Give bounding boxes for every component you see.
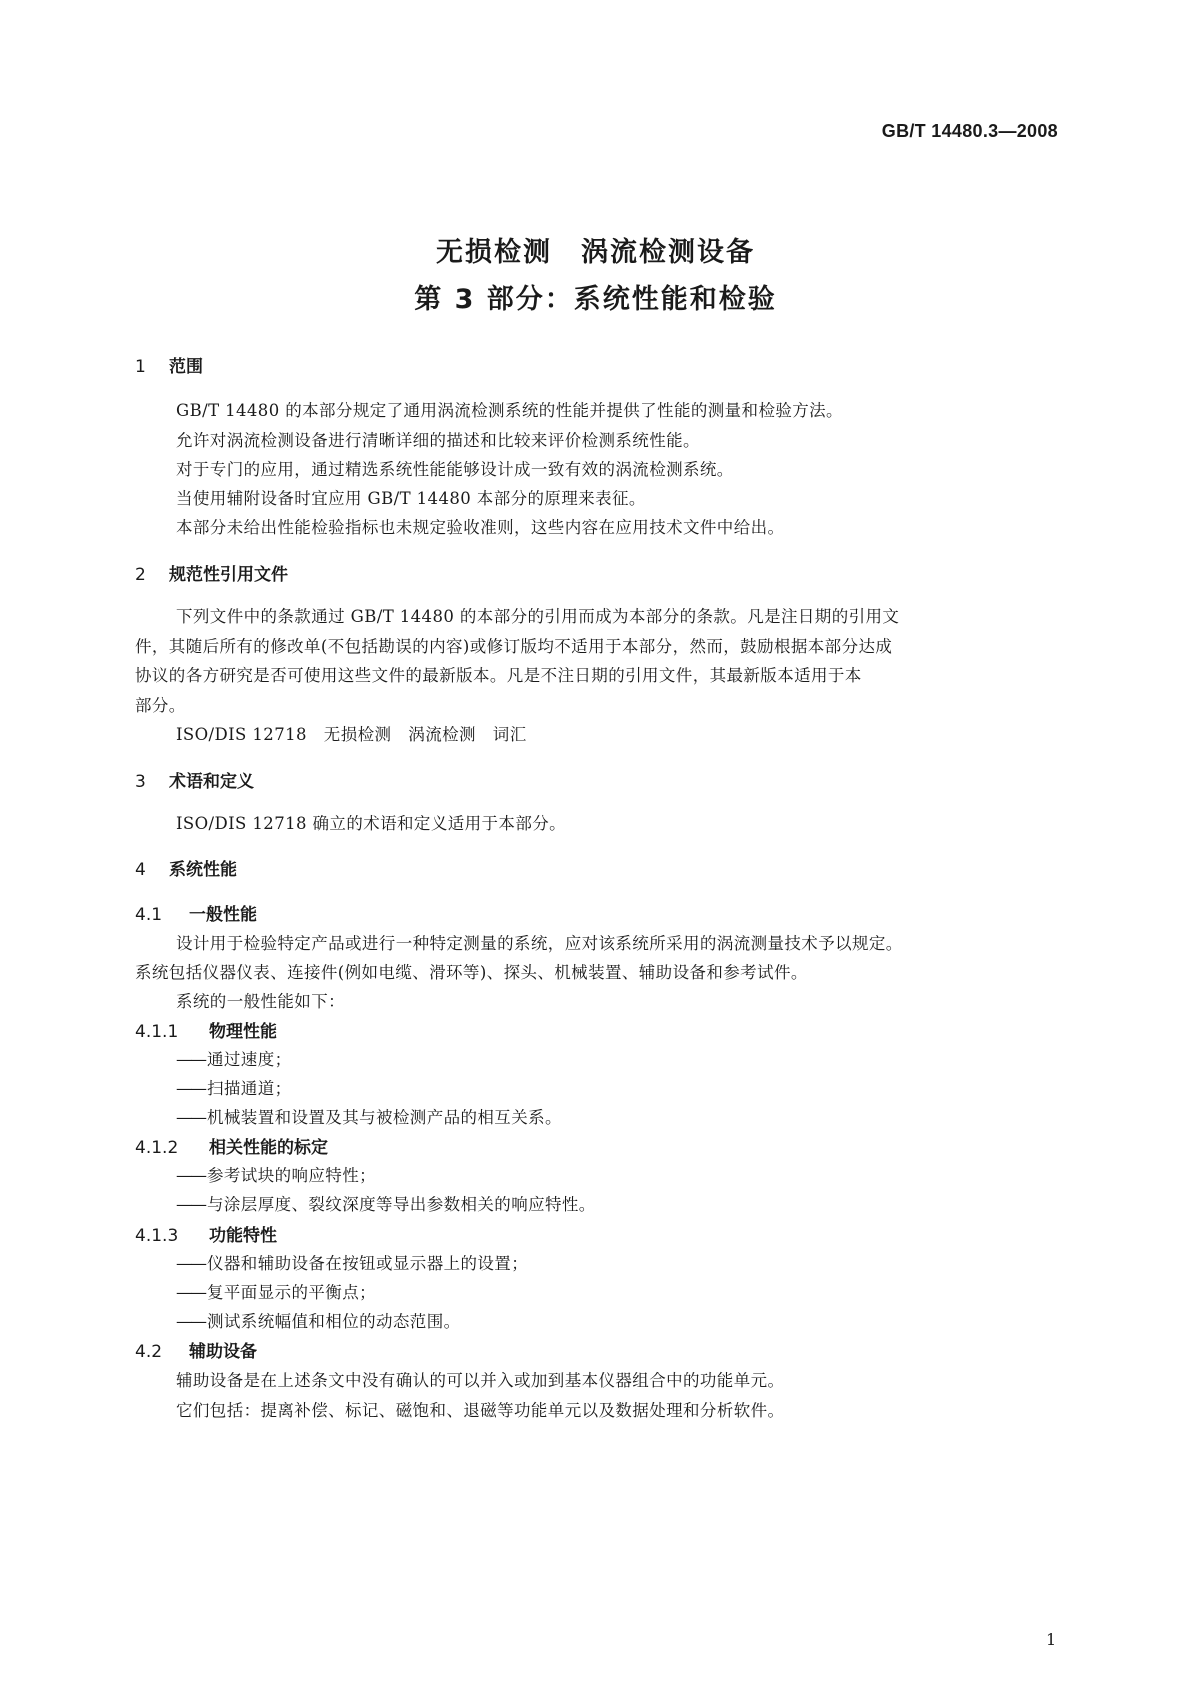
- paragraph: 它们包括：提离补偿、标记、磁饱和、退磁等功能单元以及数据处理和分析软件。: [176, 1401, 785, 1420]
- paragraph-line: 下列文件中的条款通过 GB/T 14480 的本部分的引用而成为本部分的条款。凡是注日期的引用文: [176, 607, 900, 626]
- section-heading-4-1-2: [135, 1133, 328, 1158]
- list-item: —— 仪器和辅助设备在按钮或显示器上的设置；: [176, 1250, 528, 1274]
- paragraph-line: 系统包括仪器仪表、连接件(例如电缆、滑环等)、探头、机械装置、辅助设备和参考试件。: [135, 963, 808, 982]
- list-item: —— 扫描通道；: [176, 1075, 292, 1099]
- document-title-line2: 第 3 部分：系统性能和检验: [414, 284, 777, 315]
- section-heading-1: [135, 352, 203, 377]
- section-heading-4-1-3: [135, 1221, 277, 1246]
- paragraph-line: 协议的各方研究是否可使用这些文件的最新版本。凡是不注日期的引用文件，其最新版本适用于本: [135, 666, 862, 685]
- section-number: 4.1: [135, 905, 163, 925]
- list-item: —— 机械装置和设置及其与被检测产品的相互关系。: [176, 1104, 562, 1128]
- paragraph-line: 件，其随后所有的修改单(不包括勘误的内容)或修订版均不适用于本部分，然而，鼓励根据本部分达成: [135, 637, 893, 656]
- section-title: 系统性能: [169, 860, 237, 880]
- section-number: 4.1.2: [135, 1138, 179, 1158]
- list-item: —— 复平面显示的平衡点；: [176, 1279, 376, 1303]
- section-title: 物理性能: [209, 1022, 277, 1042]
- list-item: —— 通过速度；: [176, 1046, 292, 1070]
- normative-reference: ISO/DIS 12718 无损检测 涡流检测 词汇: [176, 725, 527, 744]
- section-number: 1: [135, 357, 146, 377]
- list-item: —— 与涂层厚度、裂纹深度等导出参数相关的响应特性。: [176, 1191, 596, 1215]
- section-number: 4.1.3: [135, 1226, 179, 1246]
- paragraph: GB/T 14480 的本部分规定了通用涡流检测系统的性能并提供了性能的测量和检验方法。: [176, 401, 843, 420]
- section-number: 4.2: [135, 1342, 163, 1362]
- paragraph-line: 系统的一般性能如下：: [176, 992, 345, 1011]
- paragraph: ISO/DIS 12718 确立的术语和定义适用于本部分。: [176, 814, 567, 833]
- paragraph: 本部分未给出性能检验指标也未规定验收准则，这些内容在应用技术文件中给出。: [176, 518, 785, 537]
- section-number: 4.1.1: [135, 1022, 179, 1042]
- list-item: —— 测试系统幅值和相位的动态范围。: [176, 1308, 461, 1332]
- section-heading-4: [135, 855, 237, 880]
- list-item: —— 参考试块的响应特性；: [176, 1162, 376, 1186]
- paragraph: 当使用辅附设备时宜应用 GB/T 14480 本部分的原理来表征。: [176, 489, 646, 508]
- paragraph: 辅助设备是在上述条文中没有确认的可以并入或加到基本仪器组合中的功能单元。: [176, 1371, 785, 1390]
- section-number: 3: [135, 772, 146, 792]
- section-title: 相关性能的标定: [209, 1138, 328, 1158]
- standard-code: GB/T 14480.3—2008: [881, 121, 1058, 141]
- section-number: 2: [135, 565, 146, 585]
- section-heading-4-2: [135, 1337, 257, 1362]
- paragraph-line: 设计用于检验特定产品或进行一种特定测量的系统，应对该系统所采用的涡流测量技术予以规定。: [176, 934, 903, 953]
- section-title: 一般性能: [189, 905, 257, 925]
- section-heading-3: [135, 767, 254, 792]
- section-heading-4-1: [135, 900, 257, 925]
- section-title: 功能特性: [209, 1226, 277, 1246]
- page-number: 1: [1046, 1630, 1057, 1649]
- section-title: 规范性引用文件: [169, 565, 288, 585]
- paragraph: 允许对涡流检测设备进行清晰详细的描述和比较来评价检测系统性能。: [176, 431, 700, 450]
- section-title: 术语和定义: [169, 772, 254, 792]
- section-title: 范围: [169, 357, 203, 377]
- paragraph-line: 部分。: [135, 696, 186, 715]
- document-title-line1: 无损检测 涡流检测设备: [436, 237, 755, 268]
- paragraph: 对于专门的应用，通过精选系统性能能够设计成一致有效的涡流检测系统。: [176, 460, 734, 479]
- section-heading-2: [135, 560, 288, 585]
- section-heading-4-1-1: [135, 1017, 277, 1042]
- section-title: 辅助设备: [189, 1342, 257, 1362]
- section-number: 4: [135, 860, 146, 880]
